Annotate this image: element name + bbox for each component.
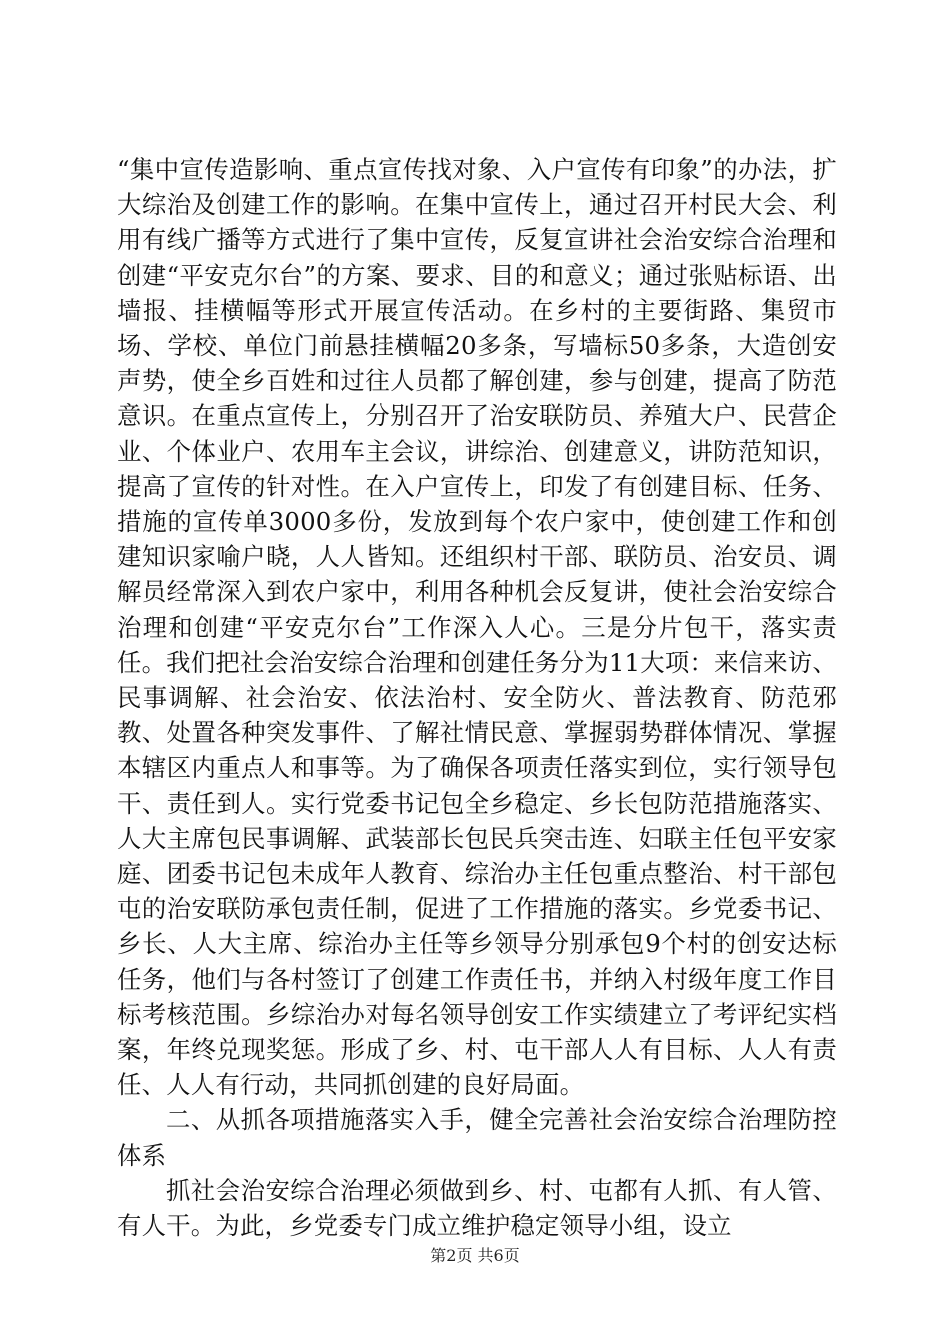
section-heading: 二、从抓各项措施落实入手，健全完善社会治安综合治理防控体系 — [117, 1105, 837, 1170]
body-paragraph: 抓社会治安综合治理必须做到乡、村、屯都有人抓、有人管、有人干。为此，乡党委专门成立维护稳定领导小组，设立 — [117, 1175, 837, 1241]
body-paragraph: “集中宣传造影响、重点宣传找对象、入户宣传有印象”的办法，扩大综治及创建工作的影响。在集中宣传上，通过召开村民大会、利用有线广播等方式进行了集中宣传，反复宣讲社会治安综合治理和创建“平安克尔台”的方案、要求、目的和意义；通过张贴标语、出墙报、挂横幅等形式开展宣传活动。在乡村的主要街路、集贸市场、学校、单位门前悬挂横幅20多条，写墙标50多条，大造创安声势，使全乡百姓和过往人员都了解创建，参与创建，提高了防范意识。在重点宣传上，分别召开了治安联防员、养殖大户、民营企业、个体业户、农用车主会议，讲综治、创建意义，讲防范知识，提高了宣传的针对性。在入户宣传上，印发了有创建目标、任务、措施的宣传单3000多份，发放到每个农户家中，使创建工作和创建知识家喻户晓，人人皆知。还组织村干部、联防员、治安员、调解员经常深入到农户家中，利用各种机会反复讲，使社会治安综合治理和创建“平安克尔台”工作深入人心。三是分片包干，落实责任。我们把社会治安综合治理和创建任务分为11大项：来信来访、民事调解、社会治安、依法治村、安全防火、普法教育、防范邪教、处置各种突发事件、了解社情民意、掌握弱势群体情况、掌握本辖区内重点人和事等。为了确保各项责任落实到位，实行领导包干、责任到人。实行党委书记包全乡稳定、乡长包防范措施落实、人大主席包民事调解、武装部长包民兵突击连、妇联主任包平安家庭、团委书记包未成年人教育、综治办主任包重点整治、村干部包屯的治安联防承包责任制，促进了工作措施的落实。乡党委书记、乡长、人大主席、综治办主任等乡领导分别承包9个村的创安达标任务，他们与各村签订了创建工作责任书，并纳入村级年度工作目标考核范围。乡综治办对每名领导创安工作实绩建立了考评纪实档案，年终兑现奖惩。形成了乡、村、屯干部人人有目标、人人有责任、人人有行动，共同抓创建的良好局面。 — [117, 155, 837, 1100]
page-number-footer: 第2页 共6页 — [430, 1246, 520, 1265]
document-body — [117, 152, 837, 1243]
